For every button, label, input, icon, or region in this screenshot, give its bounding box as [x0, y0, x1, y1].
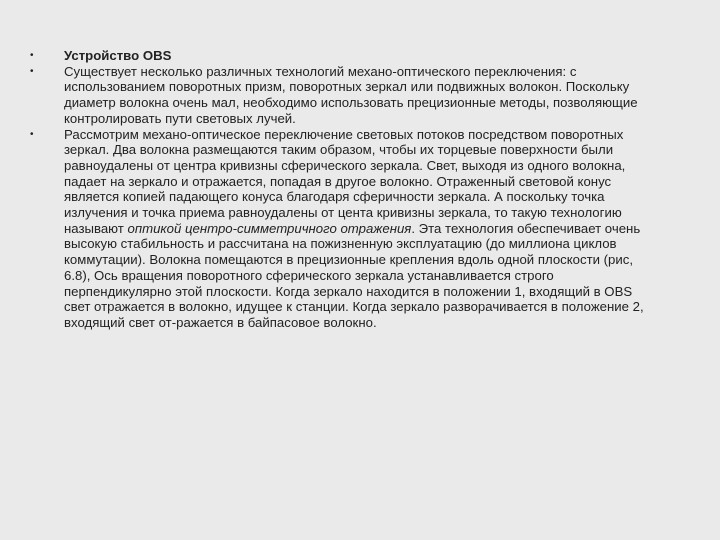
bullet-list: [30, 48, 660, 331]
paragraph-technologies: Существует несколько различных технологий механо-оптического переключения: с использованием поворотных призм, поворотных зеркал или подвижных волокон. Поскольку диаметр волокна очень мал, необходимо использовать прецизионные методы, позволяющие контролировать пути световых лучей.: [64, 63, 638, 126]
bullet-marker: •: [30, 65, 34, 77]
slide-heading: Устройство OBS: [64, 48, 172, 63]
bullet-item-mirror-switching: [30, 127, 660, 331]
bullet-marker: •: [30, 50, 34, 61]
paragraph-mirror-switching-part2: . Эта технология обеспечивает очень высокую стабильность и рассчитана на пожизненную эксплуатацию (до миллиона циклов коммутации). Волокна помещаются в прецизионные крепления вдоль одной плоскости (рис, 6.8), Ось вращения поворотного сферического зеркала устанавливается строго перпендикулярно этой плоскости. Когда зеркало находится в положении 1, входящий в OBS свет отражается в волокно, идущее к станции. Когда зеркало разворачивается в положение 2, входящий свет от-ражается в байпасовое волокно.: [64, 220, 644, 330]
paragraph-mirror-switching-term: оптикой центро-симметричного отражения: [127, 220, 412, 236]
bullet-item-technologies: [30, 64, 660, 127]
bullet-marker: •: [30, 128, 34, 140]
paragraph-mirror-switching-part1: Рассмотрим механо-оптическое переключение световых потоков посредством поворотных зеркал. Два волокна размещаются таким образом, чтобы их торцевые поверхности были равноудалены от центра кривизны сферического зеркала. Свет, выходя из одного волокна, падает на зеркало и отражается, попадая в другое волокно. Отраженный световой конус является копией падающего конуса благодаря сферичности зеркала. А поскольку точка излучения и точка приема равноудалены от цента кривизны зеркала, то такую технологию называют: [64, 126, 626, 236]
bullet-item-heading: [30, 48, 660, 64]
